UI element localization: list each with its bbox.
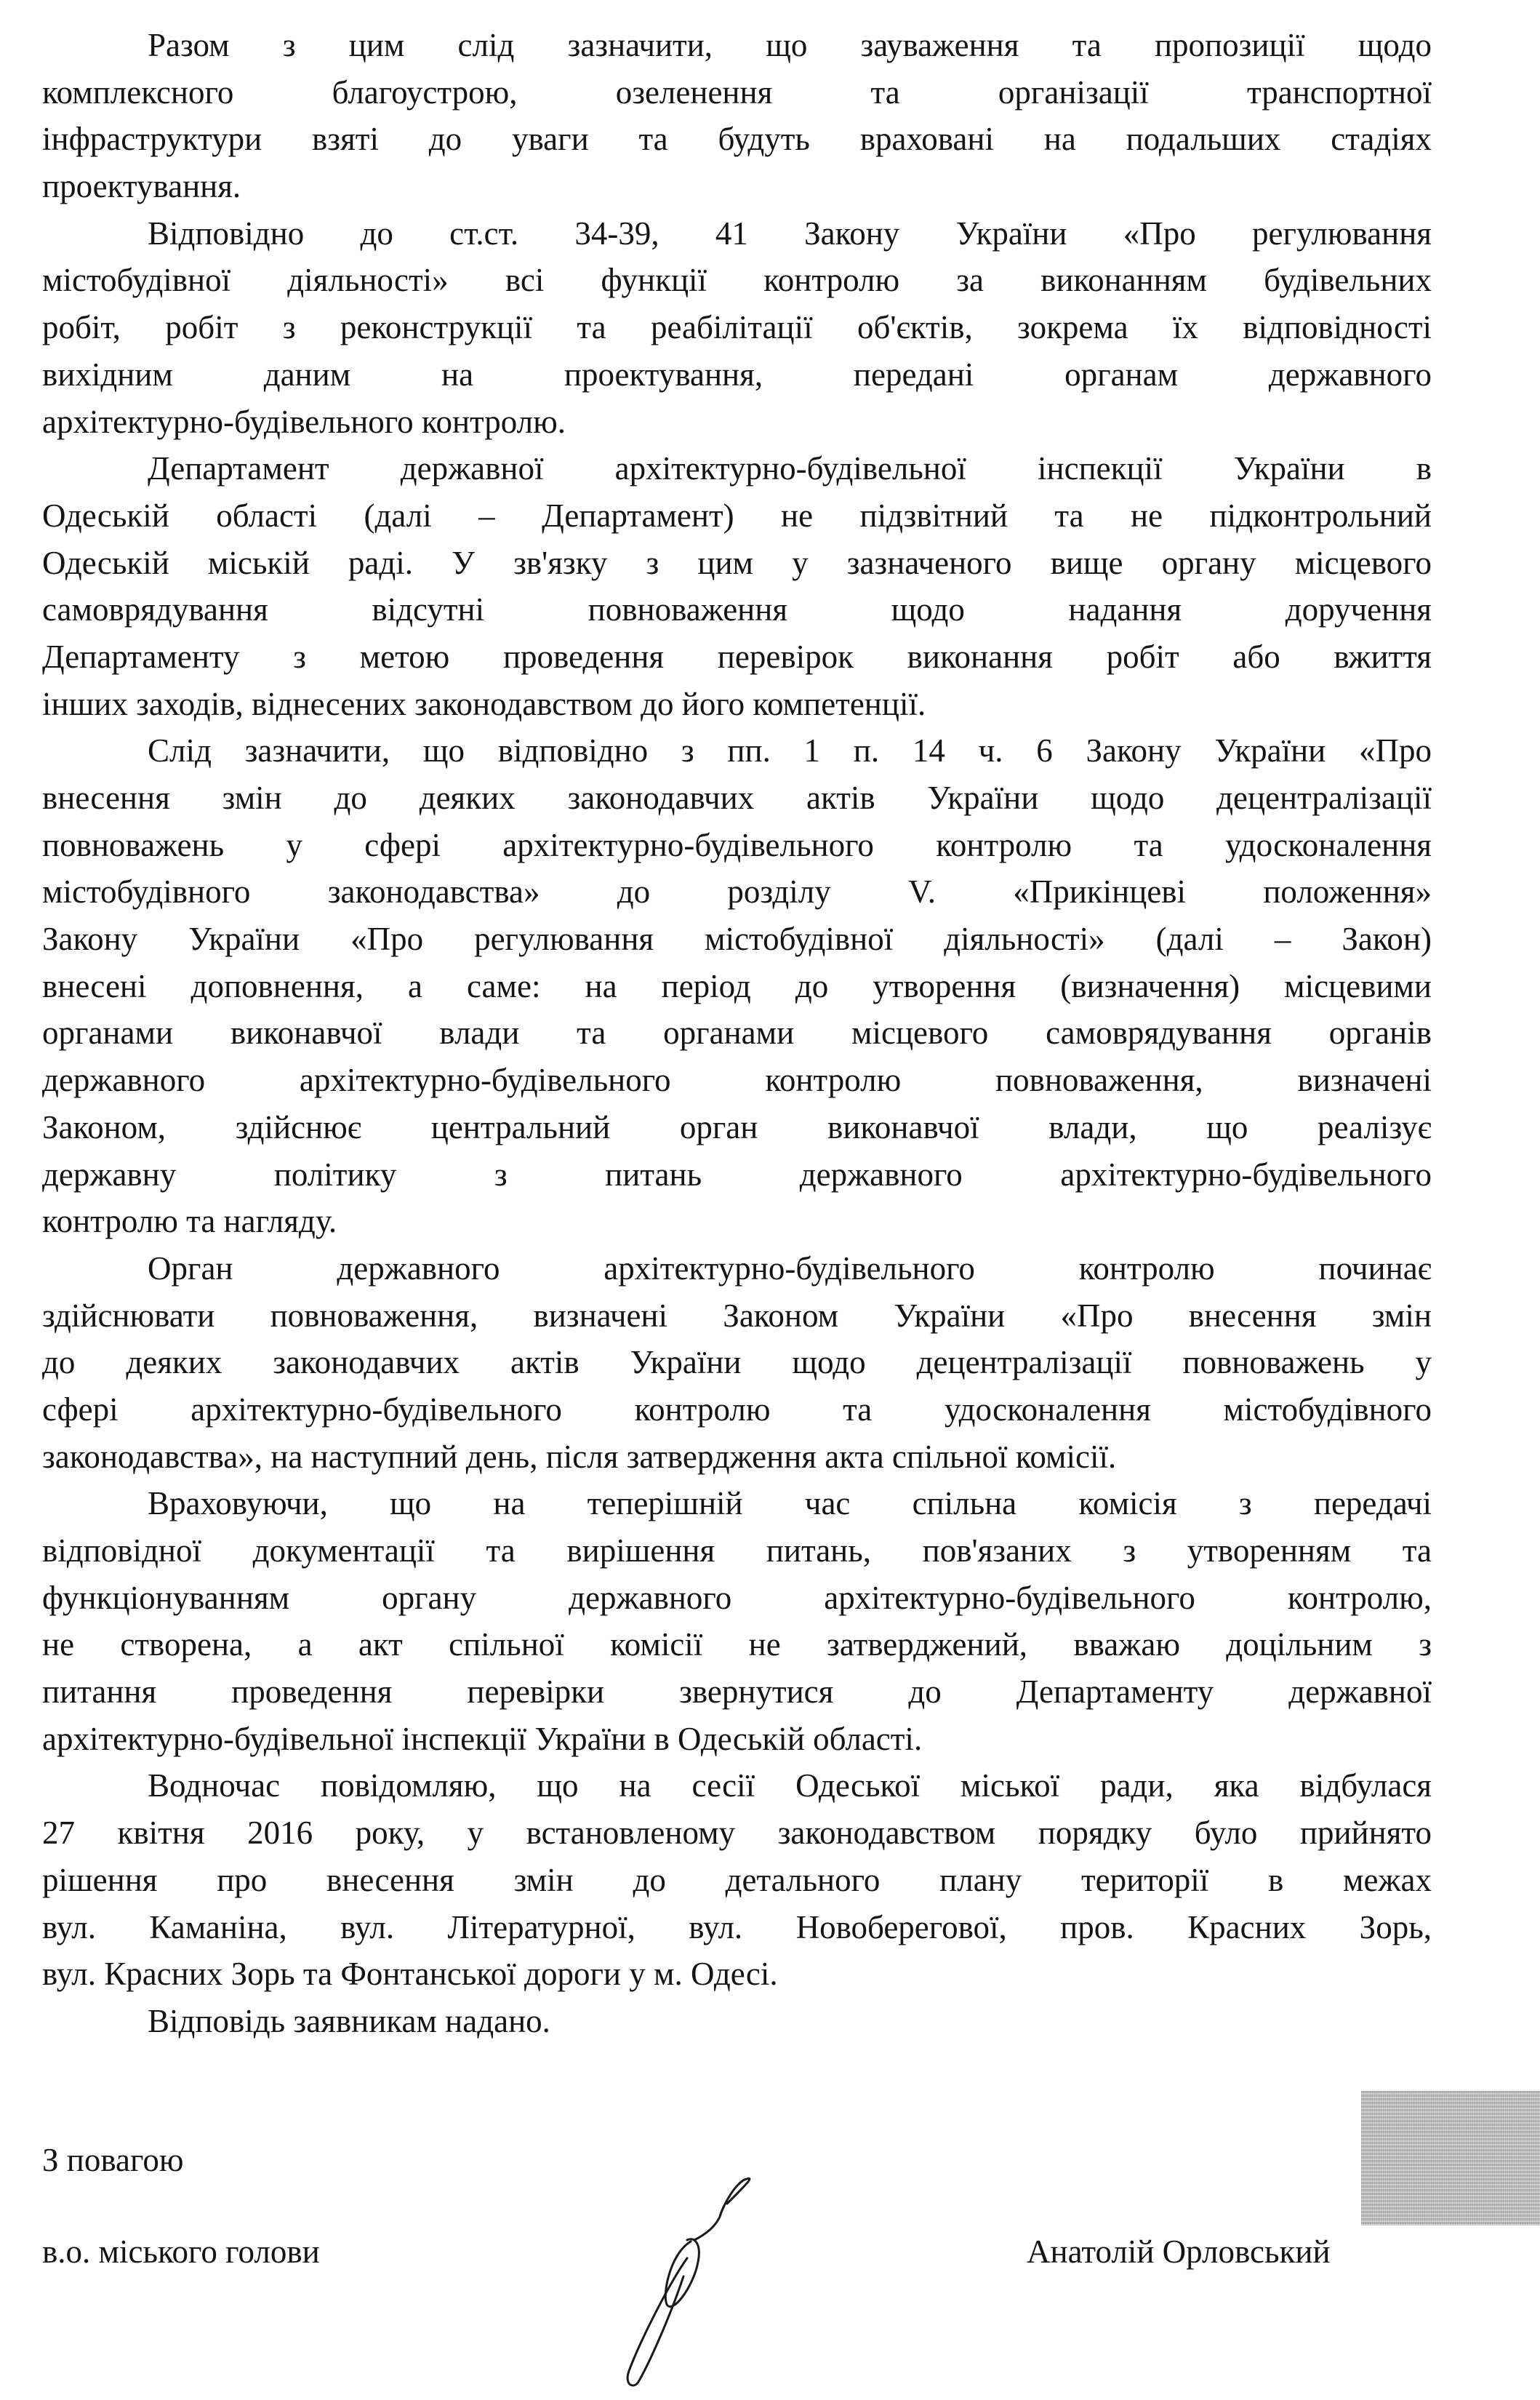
paragraph-line: самоврядування відсутні повноваження щодо надання доручення [42,591,1432,628]
paragraph-line: органами виконавчої влади та органами місцевого самоврядування органів [42,1015,1432,1052]
paragraph [42,727,1432,1245]
paragraph-line: інших заходів, віднесених законодавством до його компетенції. [42,685,926,722]
paragraph-line: функціонуванням органу державного архітектурно-будівельного контролю, [42,1579,1432,1616]
paragraph-line: Закону України «Про регулювання містобудівної діяльності» (далі – Закон) [42,921,1432,958]
paragraph-line: не створена, а акт спільної комісії не затверджений, вважаю доцільним з [42,1626,1432,1663]
paragraph-line: вул. Каманіна, вул. Літературної, вул. Новоберегової, пров. Красних Зорь, [42,1908,1432,1945]
paragraph-line: законодавства», на наступний день, після затвердження акта спільної комісії. [42,1438,1117,1475]
paragraph-line: комплексного благоустрою, озеленення та організації транспортної [42,73,1432,111]
paragraph-line: відповідної документації та вирішення питань, пов'язаних з утворенням та [42,1532,1432,1569]
paragraph-line: рішення про внесення змін до детального плану території в межах [42,1861,1432,1898]
paragraph-line: інфраструктури взяті до уваги та будуть враховані на подальших стадіях [42,121,1432,158]
signer-position: в.о. міського голови [42,2233,320,2270]
paragraph-line: 27 квітня 2016 року, у встановленому законодавством порядку було прийнято [42,1815,1432,1852]
paragraph-line: Разом з цим слід зазначити, що зауваження та пропозиції щодо [148,27,1432,63]
paragraph-line: архітектурно-будівельного контролю. [42,403,566,440]
paragraph-line: державного архітектурно-будівельного контролю повноваження, визначені [42,1062,1432,1099]
paragraph-line: Водночас повідомляю, що на сесії Одеської міської ради, яка відбулася [148,1767,1432,1804]
paragraph-line: робіт, робіт з реконструкції та реабілітації об'єктів, зокрема їх відповідності [42,309,1432,346]
closing-text: З повагою [42,2142,184,2178]
paragraph-line: вул. Красних Зорь та Фонтанської дороги у м. Одесі. [42,1956,778,1993]
paragraph-line: Департаменту з метою проведення перевірок виконання робіт або вжиття [42,638,1432,675]
paragraph-line: Відповідь заявникам надано. [148,2002,550,2039]
paragraph [42,1998,1432,2045]
paragraph-line: здійснювати повноваження, визначені Законом України «Про внесення змін [42,1297,1432,1334]
paragraph-line: внесені доповнення, а саме: на період до утворення (визначення) місцевими [42,967,1432,1004]
paragraph-line: Законом, здійснює центральний орган виконавчої влади, що реалізує [42,1108,1432,1145]
paragraph-line: Одеській області (далі – Департамент) не підзвітний та не підконтрольний [42,497,1432,534]
paragraph-line: містобудівного законодавства» до розділу V. «Прикінцеві положення» [42,873,1432,911]
paragraph-line: сфері архітектурно-будівельного контролю та удосконалення містобудівного [42,1391,1432,1428]
paragraph-line: державну політику з питань державного архітектурно-будівельного [42,1156,1432,1193]
paragraph-line: Одеській міській раді. У зв'язку з цим у зазначеного вище органу місцевого [42,544,1432,581]
paragraph [42,1245,1432,1480]
paragraph-line: проектування. [42,168,241,205]
paragraph [42,22,1432,210]
paragraph-line: до деяких законодавчих актів України щодо децентралізації повноважень у [42,1344,1432,1381]
paragraph-line: архітектурно-будівельної інспекції України в Одеській області. [42,1720,923,1757]
paragraph-line: містобудівної діяльності» всі функції контролю за виконанням будівельних [42,262,1432,299]
signer-name: Анатолій Орловський [1027,2233,1331,2270]
paragraph-line: вихідним даним на проектування, передані органам державного [42,356,1432,393]
paragraph-line: питання проведення перевірки звернутися до Департаменту державної [42,1673,1432,1711]
paragraph-line: повноважень у сфері архітектурно-будівельного контролю та удосконалення [42,826,1432,863]
paragraph-line: контролю та нагляду. [42,1203,337,1240]
stamp-mark [1361,2091,1540,2225]
paragraph [42,210,1432,445]
paragraph-line: Відповідно до ст.ст. 34-39, 41 Закону України «Про регулювання [148,215,1432,252]
paragraph-line: Враховуючи, що на теперішній час спільна комісія з передачі [148,1485,1432,1522]
letter-body [42,22,1432,2045]
paragraph-line: Орган державного архітектурно-будівельного контролю починає [148,1249,1432,1287]
paragraph [42,1762,1432,1997]
paragraph-line: Слід зазначити, що відповідно з пп. 1 п. 14 ч. 6 Закону України «Про [148,732,1432,769]
paragraph-line: Департамент державної архітектурно-будівельної інспекції України в [148,450,1432,487]
paragraph [42,445,1432,727]
paragraph-line: внесення змін до деяких законодавчих актів України щодо децентралізації [42,780,1432,816]
paragraph [42,1480,1432,1762]
handwritten-signature [553,2160,858,2400]
